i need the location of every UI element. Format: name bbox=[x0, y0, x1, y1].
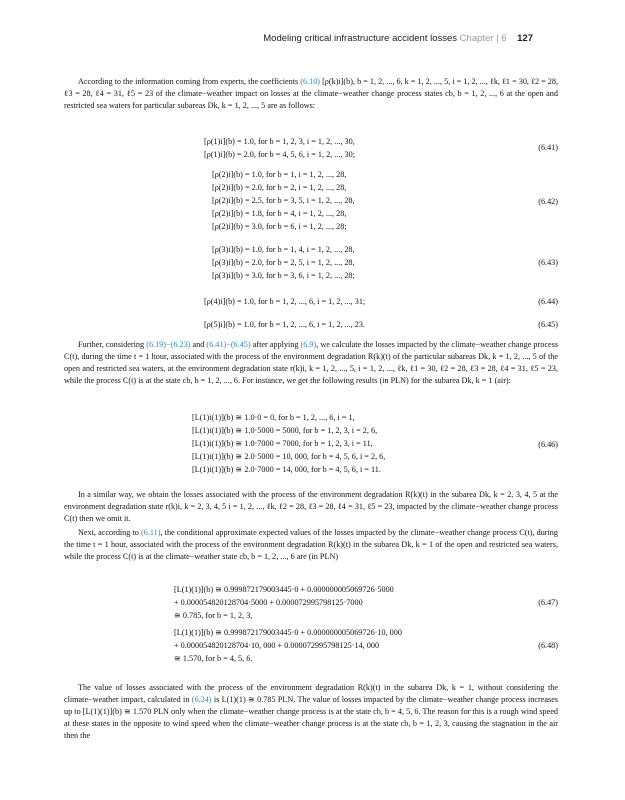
eq-line: [L(1)i(1)](b) ≅ 1.0·0 = 0, for b = 1, 2, ..., 6, i = 1, bbox=[192, 413, 355, 422]
eq-ref-6-24[interactable]: (6.24) bbox=[191, 694, 212, 704]
paragraph-similar-way: In a similar way, we obtain the losses associated with the process of the environment degradation R(k)(t) in the subarea Dk, k = 2, 3, 4, 5 at the environment degradation state r(k)i, k = 2, 3, 4, 5 i = 1, 2, ..., ℓk, ℓ2 = 28, ℓ3 = 28, ℓ4 = 31, ℓ5 = 23, impacted by the climate−weather change process C(t) then we omit it. bbox=[64, 490, 558, 523]
eq-line: [ρ(3)i](b) = 1.0, for b = 1, 4, i = 1, 2, ..., 28, bbox=[212, 245, 355, 254]
equation-6-45 bbox=[64, 319, 558, 331]
eq-line: [L(1)i(1)](b) ≅ 2.0·7000 = 14, 000, for b = 4, 5, 6, i = 11. bbox=[192, 465, 381, 474]
page-number: 127 bbox=[517, 33, 533, 44]
paragraph-coefficients: According to the information coming from experts, the coefficients (6.10) [ρ(k)i](b), b = 1, 2, ..., 6, k = 1, 2, ..., 5, i = 1, 2, ..., ℓk, ℓ1 = 30, ℓ2 = 28, ℓ3 = 28, ℓ4 = 31, ℓ5 = 23 of the climate−weather impact on losses at the climate−weather change process states cb, b = 1, 2, ..., 6 at the open and restricted sea waters for particular subareas Dk, k = 1, 2, ..., 5 are as follows: bbox=[64, 77, 558, 110]
running-header bbox=[263, 33, 533, 44]
equation-label: (6.42) bbox=[538, 197, 558, 206]
eq-line: [L(1)i(1)](b) ≅ 1.0·5000 = 5000, for b = 1, 2, 3, i = 2, 6, bbox=[192, 426, 378, 435]
paragraph-loss-value: The value of losses associated with the process of the environment degradation R(k)(t) in the subarea Dk, k = 1, without considering the climate−weather impact, calculated in (6.24) is L(1)(1) ≅ 0.785 PLN. The value of losses impacted by the climate−weather change process increases up to [L(1)(1)](b) ≅ 1.570 PLN only when the climate−weather change process is at the state cb, b = 4, 5, 6. The reason for this is a rough wind speed at these states in the opposite to wind speed when the climate−weather change process is at the state cb, b = 1, 2, 3, causing the stagnation in the air then the bbox=[64, 683, 559, 740]
eq-line: [ρ(2)i](b) = 2.0, for b = 2, i = 1, 2, ..., 28, bbox=[212, 183, 347, 192]
equation-label: (6.46) bbox=[538, 440, 558, 449]
paragraph-expected-values: Next, according to (6.11), the conditional approximate expected values of the losses impacted by the climate−weather change process C(t), during the time t = 1 hour, associated with the process of the environment degradation R(k)(t) in the subarea Dk, k = 1 of the open and restricted sea waters, while the process C(t) is at the climate−weather state cb, b = 1, 2, ..., 6 are (in PLN) bbox=[64, 528, 558, 561]
equation-6-44 bbox=[64, 296, 558, 308]
eq-line: ≅ 0.785, for b = 1, 2, 3, bbox=[174, 611, 253, 620]
eq-ref-6-9[interactable]: (6.9) bbox=[300, 340, 317, 349]
eq-line: [ρ(1)i](b) = 1.0, for b = 1, 2, 3, i = 1, 2, ..., 30, bbox=[204, 137, 355, 146]
eq-line: [L(1)i(1)](b) ≅ 1.0·7000 = 7000, for b = 1, 2, 3, i = 11, bbox=[192, 439, 373, 448]
equation-6-48 bbox=[64, 627, 558, 667]
eq-line: [ρ(1)i](b) = 2.0, for b = 4, 5, 6, i = 1, 2, ..., 30; bbox=[204, 150, 355, 159]
equation-label: (6.45) bbox=[538, 320, 558, 329]
eq-line: [L(1)i(1)](b) ≅ 2.0·5000 = 10, 000, for b = 4, 5, 6, i = 2, 6, bbox=[192, 452, 386, 461]
equation-6-46 bbox=[64, 412, 558, 478]
equation-6-41 bbox=[64, 136, 558, 160]
eq-line: [L(1)(1)](b) ≅ 0.999872179003445·0 + 0.000000005069726·10, 000 bbox=[174, 628, 402, 637]
eq-ref-6-10[interactable]: (6.10) bbox=[300, 77, 321, 86]
equation-label: (6.47) bbox=[538, 598, 558, 607]
eq-line: [ρ(2)i](b) = 1.8, for b = 4, i = 1, 2, ..., 28, bbox=[212, 209, 347, 218]
header-title: Modeling critical infrastructure accident losses bbox=[263, 33, 458, 44]
eq-ref-6-41-6-45[interactable]: (6.41)−(6.45) bbox=[206, 340, 251, 349]
eq-ref-6-19-6-23[interactable]: (6.19)−(6.23) bbox=[146, 340, 191, 349]
equation-label: (6.44) bbox=[538, 297, 558, 306]
eq-line: ≅ 1.570, for b = 4, 5, 6. bbox=[174, 654, 253, 663]
equation-6-47 bbox=[64, 584, 558, 624]
equation-label: (6.43) bbox=[538, 258, 558, 267]
equation-6-42 bbox=[64, 169, 558, 235]
eq-line: [ρ(2)i](b) = 2.5, for b = 3, 5, i = 1, 2, ..., 28, bbox=[212, 196, 355, 205]
eq-line: + 0.000054820128704·10, 000 + 0.000072995798125·14, 000 bbox=[174, 641, 380, 650]
eq-ref-6-11[interactable]: (6.11) bbox=[141, 528, 161, 537]
eq-line: [ρ(2)i](b) = 1.0, for b = 1, i = 1, 2, ..., 28, bbox=[212, 170, 347, 179]
equation-label: (6.41) bbox=[538, 143, 558, 152]
equation-6-43 bbox=[64, 244, 558, 284]
eq-line: [ρ(3)i](b) = 3.0, for b = 3, 6, i = 1, 2, ..., 28; bbox=[212, 271, 355, 280]
eq-line: [L(1)(1)](b) ≅ 0.999872179003445·0 + 0.000000005069726·5000 bbox=[174, 585, 394, 594]
equation-label: (6.48) bbox=[538, 641, 558, 650]
eq-line: [ρ(5)i](b) = 1.0, for b = 1, 2, ..., 6, i = 1, 2, ..., 23. bbox=[204, 320, 365, 329]
paragraph-losses-calculation: Further, considering (6.19)−(6.23) and (6.41)−(6.45) after applying (6.9), we calculate the losses impacted by the climate−weather change process C(t), during the time t = 1 hour, associated with the process of the environment degradation R(k)(t) of the particular subareas Dk, k = 1, 2, ..., 5 of the open and restricted sea waters, at the environment degradation state r(k)i, k = 1, 2, ..., 5, i = 1, 2, ..., ℓk, ℓ1 = 30, ℓ2 = 28, ℓ3 = 28, ℓ4 = 31, ℓ5 = 23, while the process C(t) is at the state cb, b = 1, 2, ..., 6. For instance, we get the following results (in PLN) for the subarea Dk, k = 1 (air): bbox=[64, 340, 558, 385]
eq-line: + 0.000054820128704·5000 + 0.000072995798125·7000 bbox=[174, 598, 363, 607]
eq-line: [ρ(4)i](b) = 1.0, for b = 1, 2, ..., 6, i = 1, 2, ..., 31; bbox=[204, 297, 366, 306]
eq-line: [ρ(3)i](b) = 2.0, for b = 2, 5, i = 1, 2, ..., 28, bbox=[212, 258, 355, 267]
header-chapter: Chapter | 6 bbox=[459, 33, 507, 44]
eq-line: [ρ(2)i](b) = 3.0, for b = 6, i = 1, 2, ..., 28; bbox=[212, 222, 347, 231]
